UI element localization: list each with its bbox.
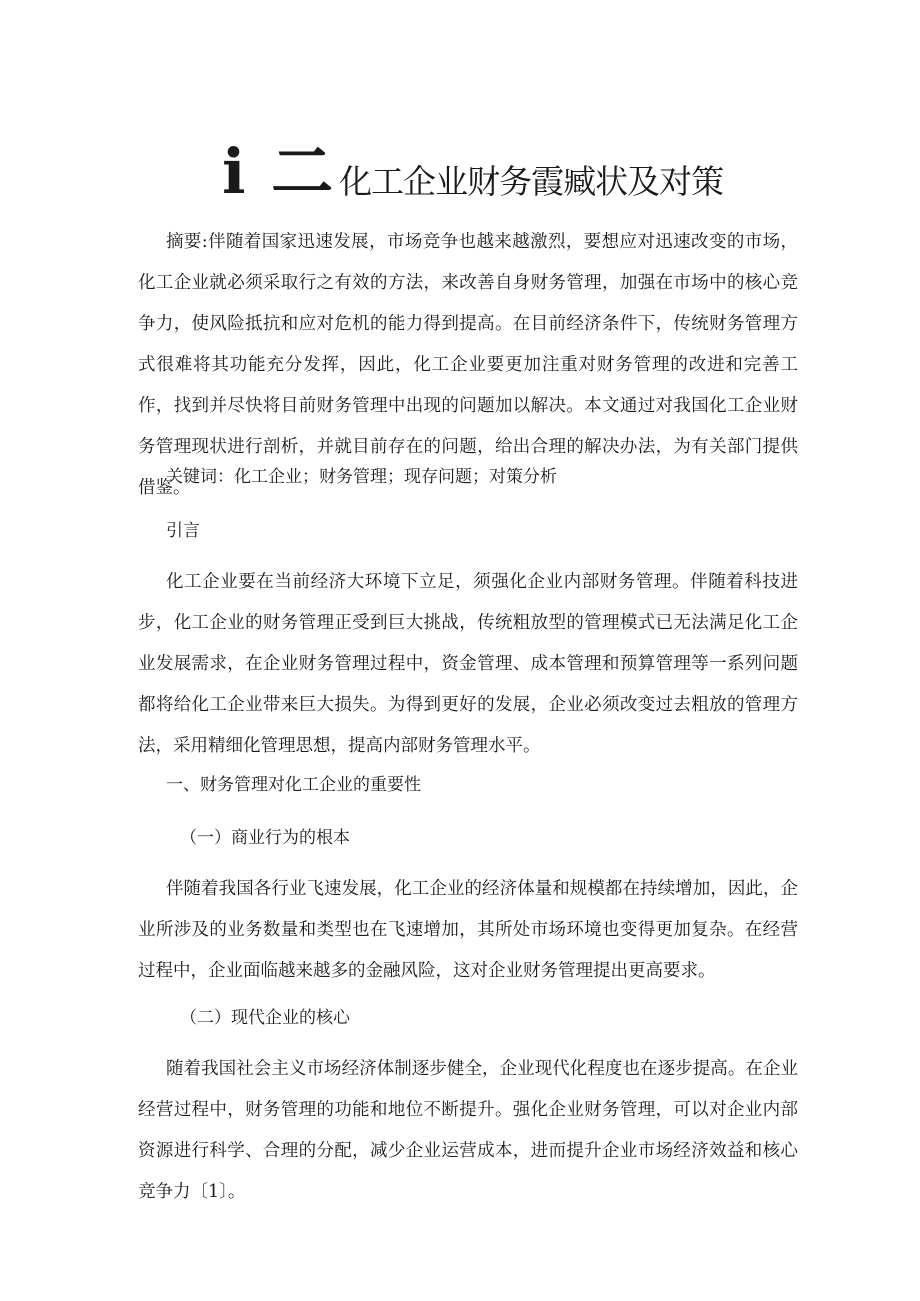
abstract-text: 伴随着国家迅速发展，市场竞争也越来越激烈，要想应对迅速改变的市场，化工企业就必须采取行之有效的方法，来改善自身财务管理，加强在市场中的核心竞争力，使风险抵抗和应对危机的能力得到提高。在目前经济条件下，传统财务管理方式很难将其功能充分发挥，因此，化工企业要更加注重对财务管理的改进和完善工作，找到并尽快将目前财务管理中出现的问题加以解决。本文通过对我国化工企业财务管理现状进行剖析，并就目前存在的问题，给出合理的解决办法，为有关部门提供借鉴。 [138, 232, 799, 498]
document-title [222, 122, 782, 208]
abstract-label: 摘要: [166, 232, 208, 252]
sub2-paragraph: 随着我国社会主义市场经济体制逐步健全，企业现代化程度也在逐步提高。在企业经营过程中，财务管理的功能和地位不断提升。强化企业财务管理，可以对企业内部资源进行科学、合理的分配，减少企业运营成本，进而提升企业市场经济效益和核心竞争力〔1〕。 [138, 1059, 798, 1202]
title-prefix: i 二 [222, 135, 336, 208]
title-main: 化工企业财务霞臧状及对策 [339, 162, 724, 201]
sub2-heading: （二）现代企业的核心 [180, 1008, 350, 1028]
sub1-heading: （一）商业行为的根本 [180, 828, 350, 848]
sub1-paragraph: 伴随着我国各行业飞速发展，化工企业的经济体量和规模都在持续增加，因此，企业所涉及的业务数量和类型也在飞速增加，其所处市场环境也变得更加复杂。在经营过程中，企业面临越来越多的金融风险，这对企业财务管理提出更高要求。 [138, 879, 798, 981]
intro-heading: 引言 [166, 521, 200, 541]
keywords-line: 关键词：化工企业；财务管理；现存问题；对策分析 [166, 467, 557, 487]
intro-paragraph: 化工企业要在当前经济大环境下立足，须强化企业内部财务管理。伴随着科技进步，化工企业的财务管理正受到巨大挑战，传统粗放型的管理模式已无法满足化工企业发展需求，在企业财务管理过程中，资金管理、成本管理和预算管理等一系列问题都将给化工企业带来巨大损失。为得到更好的发展，企业必须改变过去粗放的管理方法，采用精细化管理思想，提高内部财务管理水平。 [138, 572, 798, 756]
section1-heading: 一、财务管理对化工企业的重要性 [166, 775, 421, 795]
